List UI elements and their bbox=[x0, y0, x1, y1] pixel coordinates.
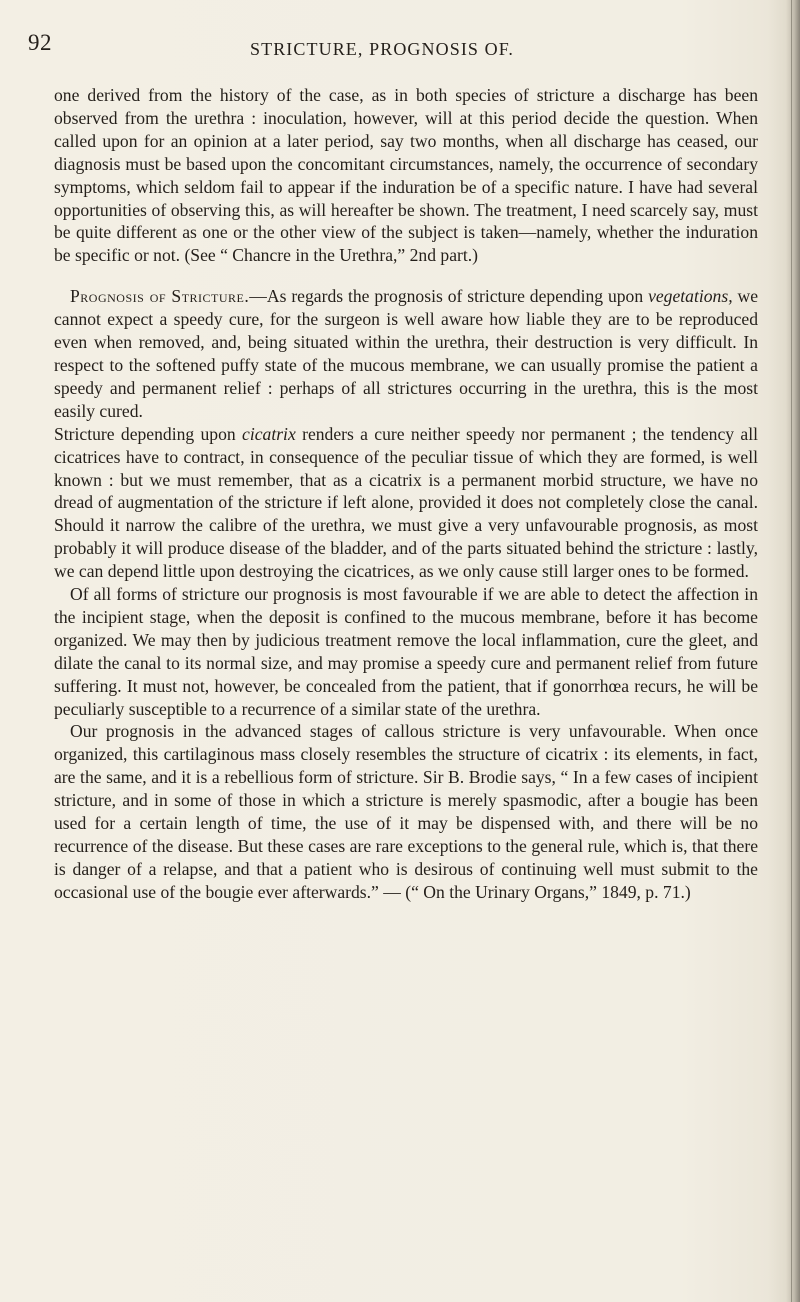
paragraph-prognosis bbox=[54, 285, 758, 422]
running-head: STRICTURE, PROGNOSIS OF. bbox=[250, 39, 515, 59]
paragraph-continued: one derived from the history of the case, as in both species of stricture a discharge has been observed from the urethra : inoculation, however, will at this period decide the question. When called upon for an opinion at a later period, say two months, when all discharge has ceased, our diagnosis must be based upon the concomitant circumstances, namely, the occurrence of secondary symptoms, which seldom fail to appear if the induration be of a specific nature. I have had several opportunities of observing this, as will hereafter be shown. The treatment, I need scarcely say, must be quite different as one or the other view of the subject is taken—namely, whether the induration be specific or not. (See “ Chancre in the Urethra,” 2nd part.) bbox=[54, 85, 758, 266]
emphasis-cicatrix: cicatrix bbox=[242, 423, 296, 444]
paragraph-callous: Our prognosis in the advanced stages of callous stricture is very unfavourable. When once organized, this cartilaginous mass closely resembles the structure of cicatrix : its elements, in fact, are the same, and it is a rebellious form of stricture. Sir B. Brodie says, “ In a few cases of incipient stricture, and in some of those in which a stricture is merely spasmodic, after a bougie has been used for a certain length of time, the use of it may be dispensed with, and there will be no recurrence of the disease. But these cases are rare exceptions to the general rule, which is, that there is danger of a relapse, and that a patient who is desirous of continuing well must submit to the occasional use of the bougie ever afterwards.” — (“ On the Urinary Organs,” 1849, p. 71.) bbox=[54, 721, 758, 902]
paragraph-incipient: Of all forms of stricture our prognosis is most favourable if we are able to detect the affection in the incipient stage, when the deposit is confined to the mucous membrane, before it has become organized. We may then by judicious treatment remove the local inflammation, cure the gleet, and dilate the canal to its normal size, and may promise a speedy cure and permanent relief from future suffering. It must not, however, be concealed from the patient, that if gonorrhœa recurs, he will be peculiarly susceptible to a recurrence of a similar state of the urethra. bbox=[54, 584, 758, 719]
paragraph-text: we cannot expect a speedy cure, for the surgeon is well aware how liable they are to be reproduced even when removed, and, being situated within the urethra, their destruction is very difficult. In respect to the softened puffy state of the mucous membrane, we can usually promise the patient a speedy and permanent relief : perhaps of all strictures occurring in the urethra, this is the most easily cured. bbox=[54, 286, 759, 421]
paragraph-cicatrix bbox=[54, 423, 758, 583]
page-number: 92 bbox=[28, 30, 52, 55]
paragraph-text: renders a cure neither speedy nor permanent ; the tendency all cicatrices have to contract, in consequence of the peculiar tissue of which they are formed, is well known : but we must remember, that as a cicatrix is a permanent morbid structure, we have no dread of augmentation of the stricture if left alone, provided it does not completely close the canal. Should it narrow the calibre of the urethra, we must give a very unfavourable prognosis, as most probably it will produce disease of the bladder, and of the parts situated behind the stricture : lastly, we can depend little upon destroying the cicatrices, as we only cause still larger ones to be formed. bbox=[54, 423, 758, 582]
section-heading: Prognosis of Stricture. bbox=[70, 286, 250, 307]
body-text bbox=[54, 84, 758, 904]
paragraph-text: Stricture depending upon bbox=[54, 423, 243, 444]
page-edge-line bbox=[791, 0, 792, 1302]
page-gutter-shadow bbox=[786, 0, 800, 1302]
paragraph-text: —As regards the prognosis of stricture depending upon bbox=[249, 286, 649, 307]
emphasis-vegetations: vegetations, bbox=[648, 286, 733, 307]
